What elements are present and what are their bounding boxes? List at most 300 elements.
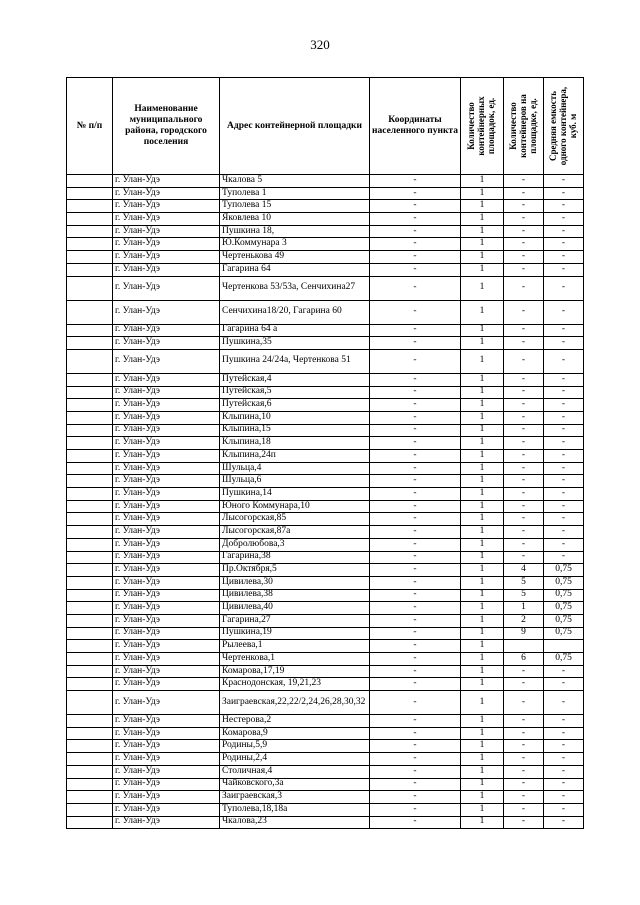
cell-site-count: 1 (461, 200, 504, 213)
cell-address: Лысогорская,87а (220, 526, 370, 539)
table-row (67, 715, 584, 728)
table-row (67, 653, 584, 666)
cell-avg-volume: - (544, 187, 584, 200)
cell-coordinates: - (370, 715, 461, 728)
table-row (67, 727, 584, 740)
header-site-count-label: Количество контейнерных площадок, ед. (466, 96, 496, 156)
cell-avg-volume: - (544, 538, 584, 551)
table-row (67, 816, 584, 829)
table-row (67, 399, 584, 412)
cell-avg-volume: - (544, 462, 584, 475)
cell-container-count: - (504, 462, 544, 475)
cell-address: Гагарина 64 (220, 263, 370, 276)
cell-municipality: г. Улан-Удэ (113, 386, 220, 399)
cell-site-count: 1 (461, 300, 504, 324)
cell-container-count: - (504, 691, 544, 715)
cell-site-count: 1 (461, 653, 504, 666)
cell-site-count: 1 (461, 437, 504, 450)
cell-municipality: г. Улан-Удэ (113, 349, 220, 373)
table-row (67, 551, 584, 564)
cell-municipality: г. Улан-Удэ (113, 791, 220, 804)
header-site-count (461, 78, 504, 175)
cell-coordinates: - (370, 778, 461, 791)
cell-address: Рылеева,1 (220, 640, 370, 653)
cell-coordinates: - (370, 513, 461, 526)
cell-num (67, 551, 113, 564)
cell-municipality: г. Улан-Удэ (113, 187, 220, 200)
cell-site-count: 1 (461, 816, 504, 829)
cell-coordinates: - (370, 276, 461, 300)
cell-address: Гагарина,27 (220, 614, 370, 627)
cell-num (67, 488, 113, 501)
cell-coordinates: - (370, 740, 461, 753)
cell-address: Нестерова,2 (220, 715, 370, 728)
cell-avg-volume: - (544, 803, 584, 816)
cell-municipality: г. Улан-Удэ (113, 399, 220, 412)
table-row (67, 740, 584, 753)
cell-site-count: 1 (461, 475, 504, 488)
cell-municipality: г. Улан-Удэ (113, 251, 220, 264)
cell-container-count: - (504, 475, 544, 488)
cell-num (67, 187, 113, 200)
cell-container-count: - (504, 411, 544, 424)
cell-avg-volume: - (544, 213, 584, 226)
cell-site-count: 1 (461, 765, 504, 778)
cell-address: Чкалова 5 (220, 175, 370, 188)
cell-site-count: 1 (461, 175, 504, 188)
cell-coordinates: - (370, 589, 461, 602)
cell-municipality: г. Улан-Удэ (113, 627, 220, 640)
cell-num (67, 213, 113, 226)
cell-num (67, 665, 113, 678)
cell-address: Пр.Октября,5 (220, 564, 370, 577)
cell-avg-volume: 0,75 (544, 653, 584, 666)
container-sites-table (66, 77, 584, 829)
cell-municipality: г. Улан-Удэ (113, 727, 220, 740)
cell-avg-volume: - (544, 424, 584, 437)
cell-site-count: 1 (461, 337, 504, 350)
cell-coordinates: - (370, 386, 461, 399)
cell-avg-volume: - (544, 238, 584, 251)
cell-coordinates: - (370, 602, 461, 615)
cell-container-count: - (504, 753, 544, 766)
cell-avg-volume: - (544, 753, 584, 766)
cell-address: Пушкина,19 (220, 627, 370, 640)
cell-site-count: 1 (461, 691, 504, 715)
cell-num (67, 324, 113, 337)
cell-municipality: г. Улан-Удэ (113, 450, 220, 463)
cell-container-count: - (504, 424, 544, 437)
table-row (67, 526, 584, 539)
cell-avg-volume: - (544, 263, 584, 276)
cell-avg-volume: - (544, 225, 584, 238)
cell-container-count: - (504, 665, 544, 678)
table-row (67, 500, 584, 513)
cell-avg-volume: - (544, 399, 584, 412)
cell-avg-volume: - (544, 500, 584, 513)
cell-coordinates: - (370, 488, 461, 501)
cell-site-count: 1 (461, 411, 504, 424)
cell-municipality: г. Улан-Удэ (113, 238, 220, 251)
cell-coordinates: - (370, 551, 461, 564)
cell-address: Юного Коммунара,10 (220, 500, 370, 513)
cell-container-count: - (504, 765, 544, 778)
cell-coordinates: - (370, 175, 461, 188)
cell-avg-volume: - (544, 437, 584, 450)
cell-num (67, 602, 113, 615)
cell-container-count: - (504, 727, 544, 740)
table-row (67, 778, 584, 791)
cell-coordinates: - (370, 225, 461, 238)
cell-coordinates: - (370, 691, 461, 715)
cell-municipality: г. Улан-Удэ (113, 538, 220, 551)
cell-container-count: - (504, 678, 544, 691)
cell-container-count: - (504, 225, 544, 238)
cell-coordinates: - (370, 411, 461, 424)
cell-municipality: г. Улан-Удэ (113, 225, 220, 238)
cell-municipality: г. Улан-Удэ (113, 500, 220, 513)
cell-site-count: 1 (461, 551, 504, 564)
cell-municipality: г. Улан-Удэ (113, 488, 220, 501)
table-row (67, 450, 584, 463)
table-row (67, 678, 584, 691)
cell-municipality: г. Улан-Удэ (113, 665, 220, 678)
table-row (67, 187, 584, 200)
table-row (67, 276, 584, 300)
table-row (67, 424, 584, 437)
table-row (67, 564, 584, 577)
cell-address: Лысогорская,85 (220, 513, 370, 526)
cell-site-count: 1 (461, 513, 504, 526)
cell-address: Гагарина 64 а (220, 324, 370, 337)
table-row (67, 213, 584, 226)
table-row (67, 803, 584, 816)
cell-address: Туполева 1 (220, 187, 370, 200)
cell-address: Краснодонская, 19,21,23 (220, 678, 370, 691)
cell-address: Пушкина 18, (220, 225, 370, 238)
cell-address: Цивилева,38 (220, 589, 370, 602)
cell-container-count: 9 (504, 627, 544, 640)
cell-num (67, 589, 113, 602)
cell-site-count: 1 (461, 450, 504, 463)
cell-num (67, 300, 113, 324)
cell-container-count: - (504, 778, 544, 791)
cell-coordinates: - (370, 678, 461, 691)
table-row (67, 753, 584, 766)
table-row (67, 300, 584, 324)
cell-container-count: - (504, 488, 544, 501)
cell-site-count: 1 (461, 424, 504, 437)
cell-address: Шульца,6 (220, 475, 370, 488)
table-row (67, 513, 584, 526)
cell-municipality: г. Улан-Удэ (113, 589, 220, 602)
cell-coordinates: - (370, 665, 461, 678)
table-row (67, 475, 584, 488)
cell-municipality: г. Улан-Удэ (113, 424, 220, 437)
cell-avg-volume: 0,75 (544, 602, 584, 615)
cell-coordinates: - (370, 424, 461, 437)
cell-avg-volume: - (544, 727, 584, 740)
cell-site-count: 1 (461, 276, 504, 300)
cell-site-count: 1 (461, 602, 504, 615)
cell-container-count: 5 (504, 576, 544, 589)
cell-coordinates: - (370, 462, 461, 475)
cell-address: Родины,2,4 (220, 753, 370, 766)
table-row (67, 238, 584, 251)
cell-container-count: - (504, 500, 544, 513)
cell-coordinates: - (370, 538, 461, 551)
cell-municipality: г. Улан-Удэ (113, 564, 220, 577)
cell-container-count: - (504, 373, 544, 386)
cell-coordinates: - (370, 614, 461, 627)
cell-site-count: 1 (461, 263, 504, 276)
cell-num (67, 513, 113, 526)
table-row (67, 538, 584, 551)
cell-avg-volume: - (544, 251, 584, 264)
table-row (67, 602, 584, 615)
cell-site-count: 1 (461, 803, 504, 816)
cell-coordinates: - (370, 803, 461, 816)
cell-container-count: 5 (504, 589, 544, 602)
header-municipality: Наименование муниципального района, городского поселения (113, 78, 220, 175)
cell-address: Чкалова,23 (220, 816, 370, 829)
cell-num (67, 740, 113, 753)
table-row (67, 765, 584, 778)
cell-municipality: г. Улан-Удэ (113, 653, 220, 666)
cell-num (67, 564, 113, 577)
cell-coordinates: - (370, 791, 461, 804)
cell-avg-volume: - (544, 349, 584, 373)
cell-avg-volume: - (544, 715, 584, 728)
cell-num (67, 251, 113, 264)
cell-municipality: г. Улан-Удэ (113, 513, 220, 526)
cell-site-count: 1 (461, 462, 504, 475)
cell-address: Клыпина,10 (220, 411, 370, 424)
cell-site-count: 1 (461, 500, 504, 513)
cell-municipality: г. Улан-Удэ (113, 691, 220, 715)
cell-container-count: - (504, 175, 544, 188)
cell-num (67, 678, 113, 691)
table-row (67, 386, 584, 399)
cell-municipality: г. Улан-Удэ (113, 678, 220, 691)
cell-coordinates: - (370, 187, 461, 200)
cell-municipality: г. Улан-Удэ (113, 715, 220, 728)
cell-municipality: г. Улан-Удэ (113, 765, 220, 778)
cell-site-count: 1 (461, 778, 504, 791)
cell-avg-volume: - (544, 276, 584, 300)
cell-container-count: - (504, 538, 544, 551)
cell-address: Чертенькова 49 (220, 251, 370, 264)
cell-address: Пушкина,14 (220, 488, 370, 501)
table-row (67, 200, 584, 213)
cell-coordinates: - (370, 564, 461, 577)
cell-coordinates: - (370, 349, 461, 373)
cell-coordinates: - (370, 373, 461, 386)
cell-municipality: г. Улан-Удэ (113, 200, 220, 213)
cell-num (67, 238, 113, 251)
table-row (67, 589, 584, 602)
cell-site-count: 1 (461, 753, 504, 766)
cell-avg-volume: - (544, 691, 584, 715)
cell-coordinates: - (370, 324, 461, 337)
cell-site-count: 1 (461, 614, 504, 627)
cell-avg-volume: 0,75 (544, 614, 584, 627)
cell-container-count (504, 640, 544, 653)
table-row (67, 349, 584, 373)
header-coordinates: Координаты населенного пункта (370, 78, 461, 175)
cell-container-count: - (504, 337, 544, 350)
cell-site-count: 1 (461, 238, 504, 251)
cell-site-count: 1 (461, 576, 504, 589)
cell-site-count: 1 (461, 225, 504, 238)
cell-avg-volume: - (544, 175, 584, 188)
cell-num (67, 263, 113, 276)
cell-num (67, 526, 113, 539)
cell-address: Родины,5,9 (220, 740, 370, 753)
cell-avg-volume: - (544, 324, 584, 337)
cell-avg-volume: - (544, 778, 584, 791)
cell-avg-volume: - (544, 513, 584, 526)
cell-address: Гагарина,38 (220, 551, 370, 564)
cell-num (67, 276, 113, 300)
cell-container-count: - (504, 399, 544, 412)
cell-municipality: г. Улан-Удэ (113, 778, 220, 791)
cell-num (67, 225, 113, 238)
cell-address: Ю.Коммунара 3 (220, 238, 370, 251)
cell-container-count: 4 (504, 564, 544, 577)
cell-num (67, 765, 113, 778)
cell-num (67, 373, 113, 386)
cell-address: Клыпина,18 (220, 437, 370, 450)
cell-site-count: 1 (461, 526, 504, 539)
cell-municipality: г. Улан-Удэ (113, 740, 220, 753)
table-row (67, 175, 584, 188)
cell-num (67, 500, 113, 513)
cell-avg-volume: - (544, 678, 584, 691)
cell-num (67, 614, 113, 627)
cell-container-count: 1 (504, 602, 544, 615)
cell-site-count: 1 (461, 538, 504, 551)
cell-num (67, 386, 113, 399)
cell-container-count: - (504, 263, 544, 276)
cell-num (67, 653, 113, 666)
cell-coordinates: - (370, 765, 461, 778)
cell-avg-volume: - (544, 551, 584, 564)
header-avg-volume (544, 78, 584, 175)
cell-address: Путейская,5 (220, 386, 370, 399)
cell-num (67, 200, 113, 213)
cell-container-count: - (504, 791, 544, 804)
cell-num (67, 816, 113, 829)
cell-avg-volume (544, 640, 584, 653)
table-row (67, 576, 584, 589)
cell-site-count: 1 (461, 627, 504, 640)
cell-container-count: - (504, 551, 544, 564)
cell-coordinates: - (370, 526, 461, 539)
cell-num (67, 424, 113, 437)
cell-avg-volume: 0,75 (544, 564, 584, 577)
cell-coordinates: - (370, 753, 461, 766)
cell-site-count: 1 (461, 488, 504, 501)
cell-address: Цивилева,40 (220, 602, 370, 615)
cell-coordinates: - (370, 727, 461, 740)
cell-container-count: - (504, 276, 544, 300)
cell-municipality: г. Улан-Удэ (113, 437, 220, 450)
cell-site-count: 1 (461, 187, 504, 200)
cell-address: Заиграевская,3 (220, 791, 370, 804)
page-number: 320 (310, 37, 330, 52)
cell-container-count: - (504, 513, 544, 526)
cell-municipality: г. Улан-Удэ (113, 411, 220, 424)
cell-container-count: - (504, 740, 544, 753)
cell-container-count: - (504, 300, 544, 324)
cell-container-count: - (504, 526, 544, 539)
cell-num (67, 399, 113, 412)
cell-container-count: - (504, 238, 544, 251)
table-row (67, 627, 584, 640)
cell-num (67, 337, 113, 350)
cell-container-count: - (504, 324, 544, 337)
cell-num (67, 576, 113, 589)
cell-num (67, 175, 113, 188)
cell-address: Клыпина,24п (220, 450, 370, 463)
table-row (67, 691, 584, 715)
cell-avg-volume: 0,75 (544, 589, 584, 602)
cell-site-count: 1 (461, 564, 504, 577)
cell-address: Путейская,6 (220, 399, 370, 412)
cell-num (67, 791, 113, 804)
table-row (67, 614, 584, 627)
cell-num (67, 411, 113, 424)
cell-container-count: - (504, 386, 544, 399)
cell-coordinates: - (370, 251, 461, 264)
cell-site-count: 1 (461, 727, 504, 740)
cell-num (67, 778, 113, 791)
cell-container-count: - (504, 816, 544, 829)
table-body (67, 175, 584, 829)
cell-container-count: - (504, 213, 544, 226)
cell-container-count: - (504, 437, 544, 450)
cell-address: Туполева,18,18а (220, 803, 370, 816)
cell-municipality: г. Улан-Удэ (113, 175, 220, 188)
cell-municipality: г. Улан-Удэ (113, 614, 220, 627)
cell-avg-volume: - (544, 791, 584, 804)
cell-municipality: г. Улан-Удэ (113, 576, 220, 589)
cell-coordinates: - (370, 337, 461, 350)
header-avg-volume-label: Средняя емкость одного контейнера, куб. м (547, 86, 578, 166)
cell-container-count: - (504, 187, 544, 200)
cell-avg-volume: - (544, 816, 584, 829)
cell-municipality: г. Улан-Удэ (113, 803, 220, 816)
cell-address: Пушкина 24/24а, Чертенкова 51 (220, 349, 370, 373)
cell-site-count: 1 (461, 589, 504, 602)
cell-avg-volume: - (544, 765, 584, 778)
cell-address: Добролюбова,3 (220, 538, 370, 551)
header-container-count (504, 78, 544, 175)
cell-coordinates: - (370, 200, 461, 213)
cell-container-count: - (504, 715, 544, 728)
table-row (67, 488, 584, 501)
table-row (67, 251, 584, 264)
cell-container-count: - (504, 251, 544, 264)
cell-address: Столичная,4 (220, 765, 370, 778)
cell-num (67, 727, 113, 740)
cell-municipality: г. Улан-Удэ (113, 475, 220, 488)
cell-address: Клыпина,15 (220, 424, 370, 437)
cell-coordinates: - (370, 475, 461, 488)
cell-container-count: - (504, 349, 544, 373)
cell-address: Заиграевская,22,22/2,24,26,28,30,32 (220, 691, 370, 715)
